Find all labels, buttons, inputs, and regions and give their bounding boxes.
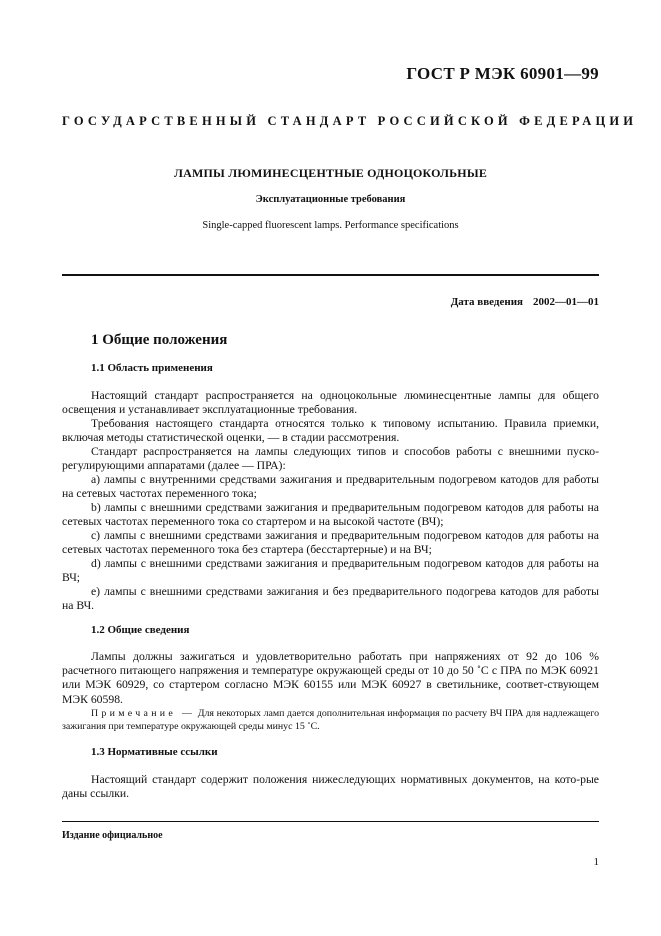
state-standard-heading: ГОСУДАРСТВЕННЫЙ СТАНДАРТ РОССИЙСКОЙ ФЕДЕРАЦИИ xyxy=(62,114,638,128)
paragraph: Требования настоящего стандарта относятся только к типовому испытанию. Правила приемки, включая методы статистической оценки, — в стадии рассмотрения. xyxy=(62,417,599,445)
paragraph: Настоящий стандарт распространяется на одноцокольные люминесцентные лампы для общего освещения и устанавливает эксплуатационные требования. xyxy=(62,389,599,417)
subsection-heading-references: 1.3 Нормативные ссылки xyxy=(91,746,218,758)
document-title: ЛАМПЫ ЛЮМИНЕСЦЕНТНЫЕ ОДНОЦОКОЛЬНЫЕ xyxy=(173,166,488,180)
english-title: Single-capped fluorescent lamps. Performance specifications xyxy=(202,220,459,231)
list-item: а) лампы с внутренними средствами зажигания и предварительным подогревом катодов для работы на сетевых частотах переменного тока; xyxy=(62,473,599,501)
list-item: е) лампы с внешними средствами зажигания и без предварительного подогрева катодов для работы на ВЧ. xyxy=(62,585,599,613)
page-number: 1 xyxy=(593,856,599,868)
introduction-date xyxy=(451,296,599,308)
introduction-date-label: Дата введения xyxy=(450,296,523,308)
subsection-heading-general: 1.2 Общие сведения xyxy=(91,624,190,636)
note-label: Примечание — xyxy=(91,708,196,719)
list-item: с) лампы с внешними средствами зажигания и предварительным подогревом катодов для работы на сетевых частотах переменного тока без стартера (бесстартерные) и на ВЧ; xyxy=(62,529,599,557)
paragraph: Лампы должны зажигаться и удовлетворительно работать при напряжениях от 92 до 106 % расчетного питающего напряжения и температуре окружающей среды от 10 до 50 ˚С с ПРА по МЭК 60921 или МЭК 60929, со стартером согласно МЭК 60155 или МЭК 60927 в светильнике, соответ-ствующем МЭК 60598. xyxy=(62,650,599,706)
note xyxy=(62,708,599,733)
paragraph: Стандарт распространяется на лампы следующих типов и способов работы с внешними пуско-регулирующими аппаратами (далее — ПРА): xyxy=(62,445,599,473)
section-heading: 1 Общие положения xyxy=(91,332,228,348)
title-divider xyxy=(62,274,599,276)
list-item: b) лампы с внешними средствами зажигания и предварительным подогревом катодов для работы на сетевых частотах переменного тока со стартером и на высокой частоте (ВЧ); xyxy=(62,501,599,529)
footer-divider xyxy=(62,821,599,822)
note-text: Для некоторых ламп дается дополнительная информация по расчету ВЧ ПРА для надлежащего зажигания при температуре окружающей среды минус 15 ˚С. xyxy=(62,708,600,732)
document-subtitle: Эксплуатационные требования xyxy=(255,194,406,205)
edition-label: Издание официальное xyxy=(62,830,163,841)
paragraph: Настоящий стандарт содержит положения нижеследующих нормативных документов, на кото-рые даны ссылки. xyxy=(62,773,599,801)
subsection-heading-scope: 1.1 Область применения xyxy=(91,362,213,374)
introduction-date-value: 2002—01—01 xyxy=(533,296,599,308)
document-code: ГОСТ Р МЭК 60901—99 xyxy=(406,64,599,83)
list-item: d) лампы с внешними средствами зажигания и предварительным подогревом катодов для работы на ВЧ; xyxy=(62,557,599,585)
